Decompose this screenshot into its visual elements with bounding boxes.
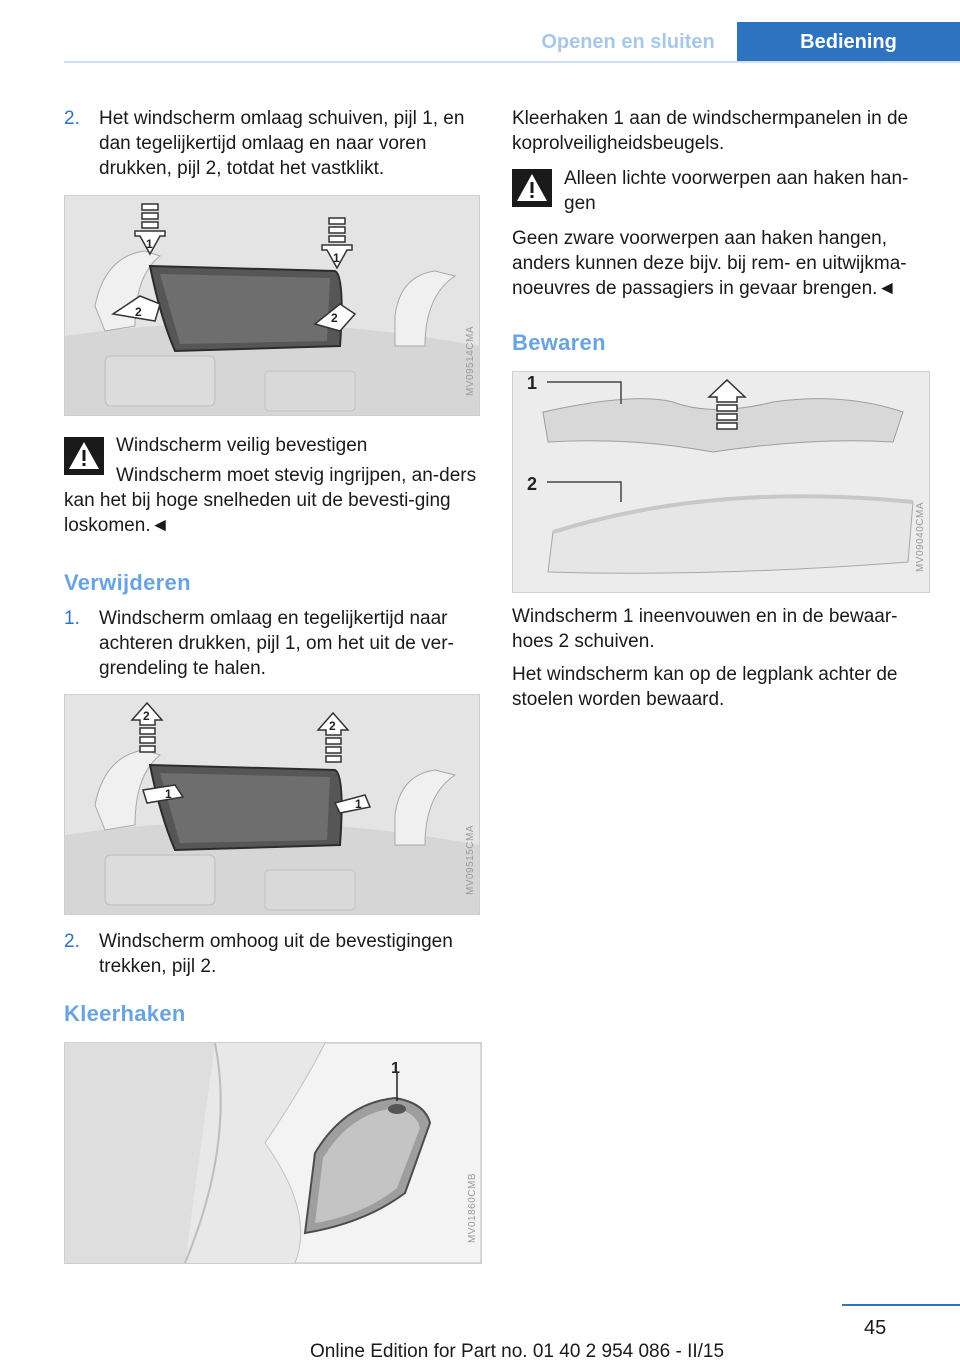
heading-store: Bewaren <box>512 330 606 355</box>
hooks-description: Kleerhaken 1 aan de windschermpanelen in de koprolveiligheidsbeugels. <box>512 108 909 154</box>
warning-title: Windscherm veilig bevestigen <box>116 435 368 456</box>
figure-code: MV01860CMB <box>467 1173 478 1244</box>
step-number: 2. <box>64 931 80 952</box>
step-2-remove <box>64 929 482 984</box>
page-number: 45 <box>864 1317 887 1339</box>
figure-code: MV09514CMA <box>465 326 476 397</box>
step-text: Het windscherm omlaag schuiven, pijl 1, en dan tegelijkertijd omlaag en naar voren drukken, pijl 2, totdat het vastklikt. <box>99 108 465 179</box>
svg-text:1: 1 <box>165 787 172 801</box>
step-number: 2. <box>64 108 80 129</box>
fig-label-2: 2 <box>527 474 538 494</box>
figure-windscreen-install <box>64 195 480 416</box>
heading-hooks: Kleerhaken <box>64 1001 186 1026</box>
header-divider <box>64 61 960 63</box>
figure-code: MV09515CMA <box>465 825 476 896</box>
step-text: Windscherm omhoog uit de bevestigingen trekken, pijl 2. <box>99 931 453 977</box>
store-text-1: Windscherm 1 ineenvouwen en in de bewaar-hoes 2 schuiven. <box>512 606 898 652</box>
heading-remove: Verwijderen <box>64 570 191 595</box>
svg-text:2: 2 <box>329 719 336 733</box>
fig-label-1: 1 <box>527 373 538 393</box>
svg-text:1: 1 <box>391 1060 400 1077</box>
step-2-install <box>64 106 482 186</box>
figure-coat-hook <box>64 1042 482 1264</box>
svg-text:1: 1 <box>355 797 362 811</box>
footer-edition: Online Edition for Part no. 01 40 2 954 086 - II/15 <box>310 1341 725 1362</box>
svg-text:2: 2 <box>135 305 142 319</box>
figure-windscreen-remove <box>64 694 480 915</box>
warning-body: Windscherm moet stevig ingrijpen, an-ders kan het bij hoge snelheden uit de bevesti-ging loskomen.◄ <box>64 465 477 536</box>
figure-code: MV09040CMA <box>915 502 926 573</box>
step-text: Windscherm omlaag en tegelijkertijd naar achteren drukken, pijl 1, om het uit de ver-grendeling te halen. <box>99 608 454 679</box>
header-section-tab[interactable]: Openen en sluiten <box>541 30 715 53</box>
warning-title: Alleen lichte voorwerpen aan haken han-gen <box>564 168 909 214</box>
step-1-remove <box>64 606 482 686</box>
warning-body: Geen zware voorwerpen aan haken hangen, anders kunnen deze bijv. bij rem- en uitwijkma-noeuvres de passagiers in gevaar brengen.◄ <box>512 228 907 299</box>
footer-divider <box>842 1304 960 1306</box>
store-text-2: Het windscherm kan op de legplank achter de stoelen worden bewaard. <box>512 664 898 710</box>
svg-text:2: 2 <box>331 311 338 325</box>
svg-text:2: 2 <box>143 709 150 723</box>
step-number: 1. <box>64 608 80 629</box>
header-chapter-tab[interactable]: Bediening <box>737 22 960 62</box>
svg-text:1: 1 <box>146 237 153 251</box>
figure-storage-bag <box>512 371 930 593</box>
svg-text:1: 1 <box>333 251 340 265</box>
warning-icon <box>512 169 552 207</box>
